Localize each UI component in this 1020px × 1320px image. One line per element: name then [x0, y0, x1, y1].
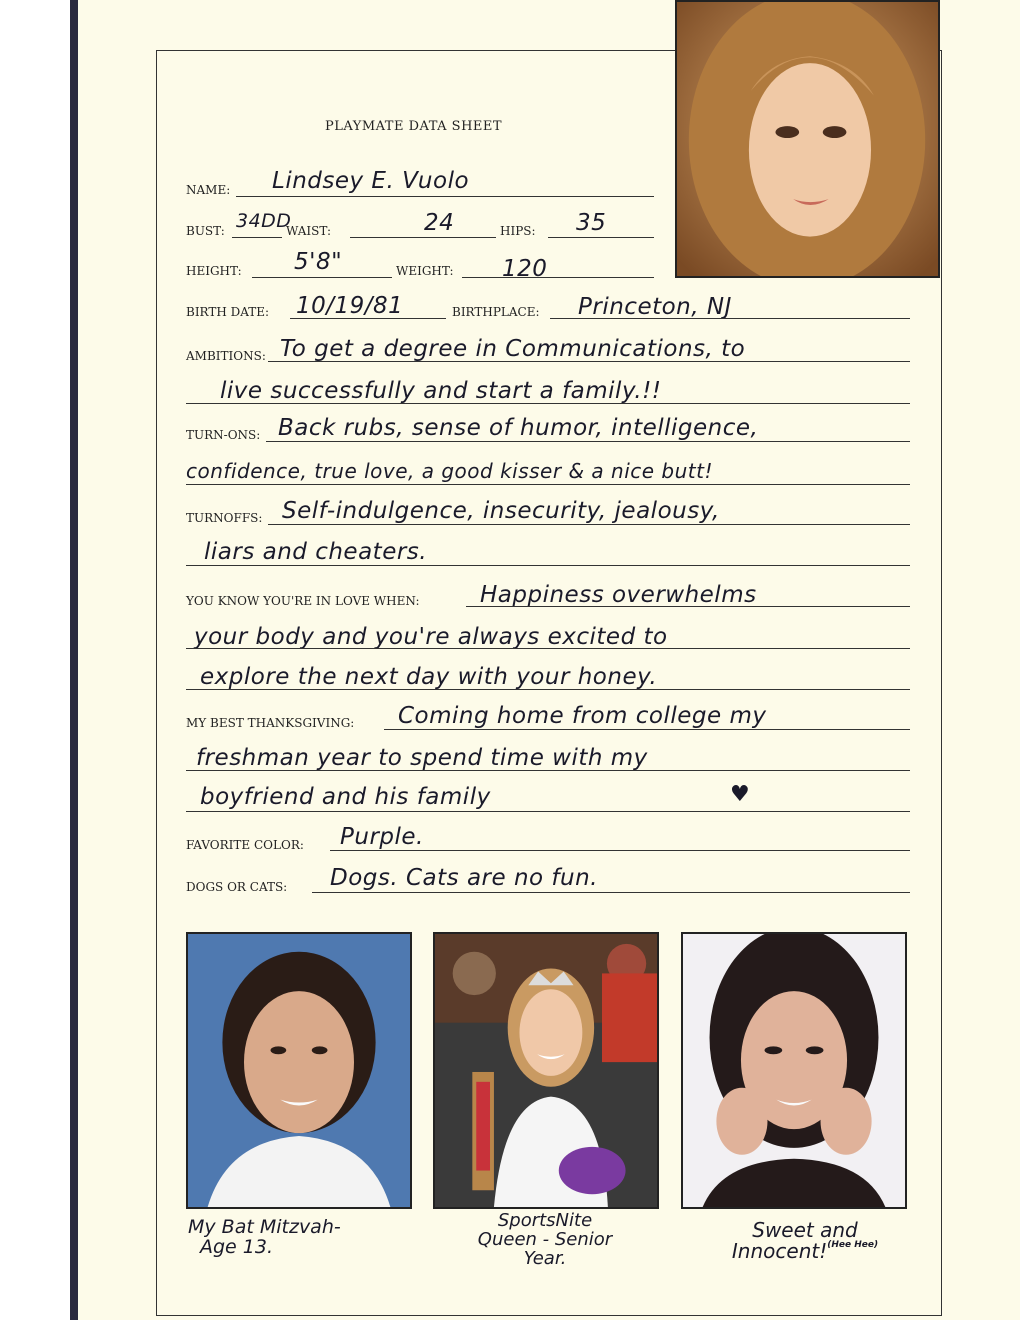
- turnoffs-line-2: liars and cheaters.: [204, 539, 428, 565]
- heart-icon: ♥: [730, 782, 750, 807]
- bat-mitzvah-caption: [170, 1218, 430, 1258]
- waist-label: WAIST:: [286, 224, 331, 238]
- turn-ons-line-2: confidence, true love, a good kisser & a nice butt!: [186, 459, 713, 483]
- thanksgiving-rule-2: [186, 770, 910, 771]
- turn-ons-rule-1: [266, 441, 910, 442]
- in-love-rule-3: [186, 689, 910, 690]
- turnoffs-rule-1: [268, 524, 910, 525]
- turnoffs-rule-2: [186, 565, 910, 566]
- turn-ons-line-1: Back rubs, sense of humor, intelligence,: [278, 415, 759, 441]
- favorite-color-value: Purple.: [340, 824, 424, 850]
- in-love-rule-2: [186, 648, 910, 649]
- sweet-and-innocent-photo: [681, 932, 907, 1209]
- birthplace-label: BIRTHPLACE:: [452, 305, 540, 319]
- turnoffs-line-1: Self-indulgence, insecurity, jealousy,: [282, 498, 720, 524]
- sweet-innocent-caption-line-2: Innocent!: [731, 1239, 828, 1263]
- thanksgiving-line-2: freshman year to spend time with my: [196, 745, 648, 771]
- in-love-line-3: explore the next day with your honey.: [200, 664, 658, 690]
- birthplace-rule: [550, 318, 910, 319]
- bat-mitzvah-photo: [186, 932, 412, 1209]
- ambitions-label: AMBITIONS:: [186, 349, 266, 363]
- in-love-rule-1: [466, 606, 910, 607]
- hips-label: HIPS:: [500, 224, 536, 238]
- birth-date-rule: [290, 318, 446, 319]
- sportsnite-queen-photo: [433, 932, 659, 1209]
- weight-rule: [462, 277, 654, 278]
- thanksgiving-label: MY BEST THANKSGIVING:: [186, 716, 355, 730]
- dogs-or-cats-value: Dogs. Cats are no fun.: [330, 865, 598, 891]
- page-spine: [70, 0, 78, 1320]
- dogs-or-cats-label: DOGS OR CATS:: [186, 880, 288, 894]
- weight-value: 120: [502, 256, 548, 282]
- hips-rule: [548, 237, 654, 238]
- thanksgiving-line-3: boyfriend and his family: [200, 784, 491, 810]
- name-value: Lindsey E. Vuolo: [272, 168, 470, 194]
- ambitions-line-2: live successfully and start a family.!!: [220, 378, 662, 404]
- sportsnite-caption-line-3: Year.: [523, 1247, 567, 1269]
- weight-label: WEIGHT:: [396, 264, 454, 278]
- bat-mitzvah-caption-line-1: My Bat Mitzvah-: [188, 1216, 341, 1238]
- sportsnite-caption-line-1: SportsNite: [497, 1210, 593, 1231]
- turn-ons-rule-2: [186, 484, 910, 485]
- bust-rule: [232, 237, 282, 238]
- portrait-photo: [675, 0, 940, 278]
- favorite-color-label: FAVORITE COLOR:: [186, 838, 304, 852]
- ambitions-rule-1: [268, 361, 910, 362]
- sweet-innocent-caption-note: (Hee Hee): [827, 1240, 879, 1250]
- bust-value: 34DD: [236, 210, 292, 232]
- in-love-line-1: Happiness overwhelms: [480, 582, 757, 608]
- sportsnite-caption: [420, 1212, 670, 1269]
- bust-label: BUST:: [186, 224, 225, 238]
- height-rule: [252, 277, 392, 278]
- waist-value: 24: [424, 210, 455, 236]
- height-label: HEIGHT:: [186, 264, 242, 278]
- birth-date-value: 10/19/81: [296, 293, 404, 319]
- sheet-title: PLAYMATE DATA SHEET: [325, 119, 503, 134]
- turn-ons-label: TURN-ONS:: [186, 428, 261, 442]
- dogs-or-cats-rule: [312, 892, 910, 893]
- birthplace-value: Princeton, NJ: [578, 294, 732, 320]
- sweet-innocent-caption-line-1: Sweet and: [752, 1218, 858, 1242]
- sweet-innocent-caption: [670, 1220, 940, 1262]
- in-love-label: YOU KNOW YOU'RE IN LOVE WHEN:: [186, 594, 420, 608]
- height-value: 5'8": [294, 249, 343, 275]
- birth-date-label: BIRTH DATE:: [186, 305, 270, 319]
- favorite-color-rule: [330, 850, 910, 851]
- thanksgiving-rule-3: [186, 811, 910, 812]
- turnoffs-label: TURNOFFS:: [186, 511, 263, 525]
- ambitions-line-1: To get a degree in Communications, to: [280, 336, 746, 362]
- thanksgiving-rule-1: [384, 729, 910, 730]
- name-label: NAME:: [186, 183, 231, 197]
- ambitions-rule-2: [186, 403, 910, 404]
- in-love-line-2: your body and you're always excited to: [194, 624, 668, 650]
- name-rule: [236, 196, 654, 197]
- waist-rule: [350, 237, 496, 238]
- hips-value: 35: [576, 210, 607, 236]
- bat-mitzvah-caption-line-2: Age 13.: [200, 1235, 274, 1258]
- thanksgiving-line-1: Coming home from college my: [398, 703, 767, 729]
- sportsnite-caption-line-2: Queen - Senior: [477, 1228, 613, 1250]
